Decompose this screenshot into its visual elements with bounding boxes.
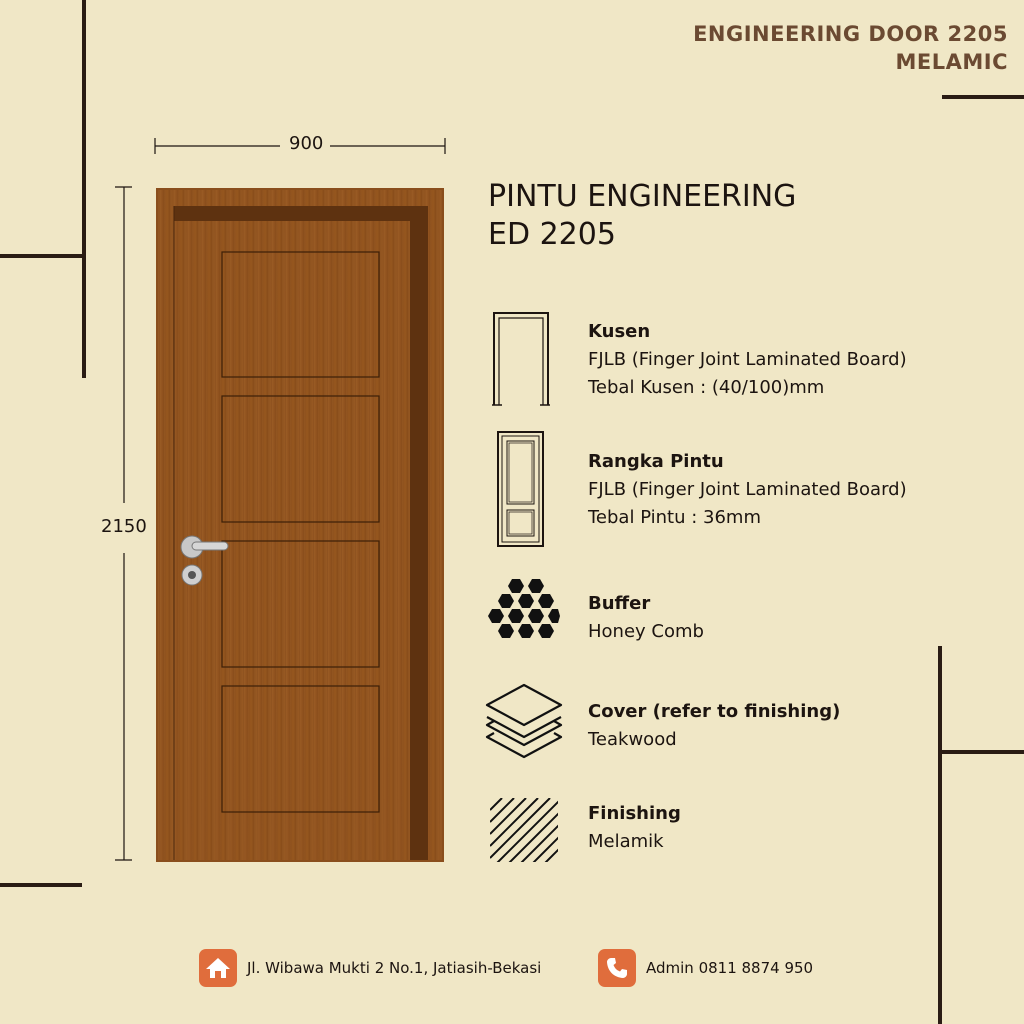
feature-kusen-text [588,318,907,402]
brand-line-1: ENGINEERING DOOR 2205 [693,22,1008,46]
brand-line-2: MELAMIC [895,50,1008,74]
feature-rangka-pintu [480,448,1020,548]
feature-kusen-heading: Kusen [588,321,651,342]
width-dimension-label: 900 [289,133,324,154]
door-illustration [156,188,444,862]
door-frame-icon [492,311,552,407]
feature-cover-heading: Cover (refer to finishing) [588,701,841,722]
layers-icon [484,682,564,762]
brand-title [693,20,1008,76]
product-title [488,178,796,254]
feature-rangka-pintu-line-2: Tebal Pintu : 36mm [588,507,762,528]
feature-finishing-line-1: Melamik [588,831,664,852]
feature-finishing-text [588,800,681,856]
feature-kusen [480,318,1020,408]
feature-buffer-line-1: Honey Comb [588,621,704,642]
footer-phone [598,948,813,988]
feature-buffer-heading: Buffer [588,593,651,614]
feature-buffer [480,590,1020,660]
feature-rangka-pintu-text [588,448,907,532]
decor-line-left-horizontal [0,254,84,258]
feature-cover-text [588,698,840,754]
decor-line-left-bottom [0,883,82,887]
door-skeleton-icon [497,431,545,549]
height-dimension-label: 2150 [101,516,147,537]
feature-cover [480,698,1020,768]
feature-finishing [480,800,1020,870]
footer-phone-text[interactable]: Admin 0811 8874 950 [646,959,814,977]
feature-rangka-pintu-line-1: FJLB (Finger Joint Laminated Board) [588,479,907,500]
feature-finishing-heading: Finishing [588,803,681,824]
hatch-icon [490,798,558,862]
honeycomb-icon [488,578,560,652]
decor-line-left-vertical [82,0,86,378]
phone-icon [598,949,636,987]
feature-cover-line-1: Teakwood [588,729,677,750]
footer-address [199,948,541,988]
feature-buffer-text [588,590,704,646]
footer-address-text: Jl. Wibawa Mukti 2 No.1, Jatiasih-Bekasi [247,959,542,977]
feature-rangka-pintu-heading: Rangka Pintu [588,451,724,472]
product-title-line-1: PINTU ENGINEERING [488,179,797,214]
feature-kusen-line-2: Tebal Kusen : (40/100)mm [588,377,825,398]
decor-line-top-right [942,95,1024,99]
product-title-line-2: ED 2205 [488,217,616,252]
feature-kusen-line-1: FJLB (Finger Joint Laminated Board) [588,349,907,370]
home-icon [199,949,237,987]
